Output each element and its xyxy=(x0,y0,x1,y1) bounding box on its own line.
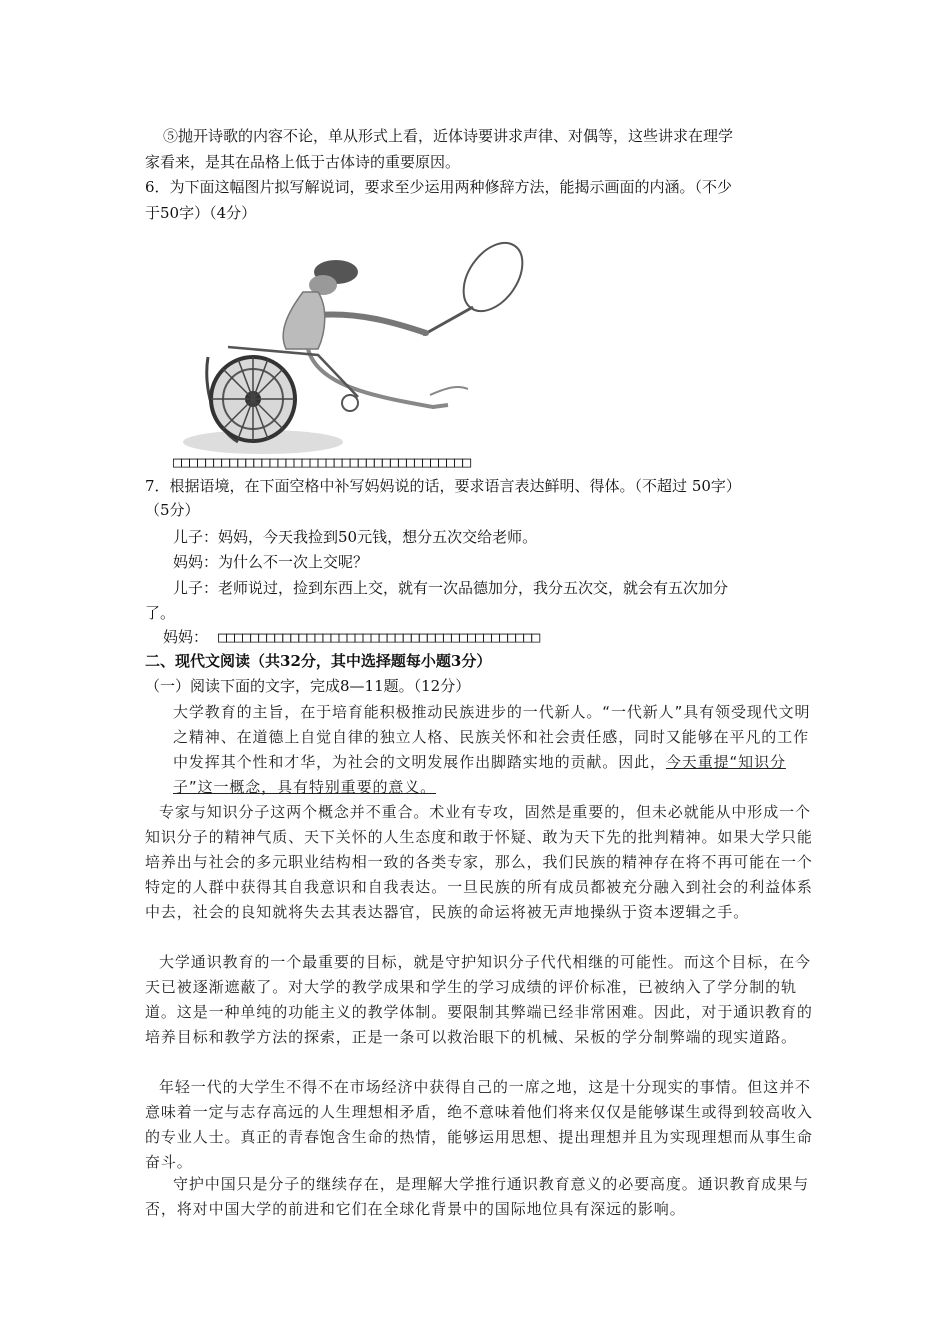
q7-mom-label: 妈妈： xyxy=(163,628,209,646)
q7-prompt-line-1: 7．根据语境，在下面空格中补写妈妈说的话，要求语言表达鲜明、得体。（不超过 50字） xyxy=(145,477,741,495)
essay-paragraph-5 xyxy=(145,1172,813,1222)
essay-p1-underlined: 今天重提“知识分子”这一概念，具有特别重要的意义。 xyxy=(173,753,786,796)
essay-p1-text: 大学教育的主旨，在于培育能积极推动民族进步的一代新人。“一代新人”具有领受现代文明之精神、在道德上自觉自律的独立人格、民族关怀和社会责任感，同时又能够在平凡的工作中发挥其个性和才华，为社会的文明发展作出脚踏实地的贡献。因此， xyxy=(173,703,811,771)
essay-paragraph-1 xyxy=(145,700,813,800)
essay-paragraph-3 xyxy=(145,950,813,1050)
essay-p3-text: 大学通识教育的一个最重要的目标，就是守护知识分子代代相继的可能性。而这个目标，在今天已被逐渐遮蔽了。对大学的教学成果和学生的学习成绩的评价标准，已被纳入了学分制的轨道。这是一种单纯的功能主义的教学体制。要限制其弊端已经非常困难。因此，对于通识教育的培养目标和教学方法的探索，正是一条可以救治眼下的机械、呆板的学分制弊端的现实道路。 xyxy=(145,953,813,1046)
essay-p4-text: 年轻一代的大学生不得不在市场经济中获得自己的一席之地，这是十分现实的事情。但这并不意味着一定与志存高远的人生理想相矛盾，绝不意味着他们将来仅仅是能够谋生或得到较高收入的专业人士。真正的青春饱含生命的热情，能够运用思想、提出理想并且为实现理想而从事生命奋斗。 xyxy=(145,1078,813,1171)
q7-prompt-line-2: （5分） xyxy=(145,501,200,519)
q7-mom-answer-blank[interactable]: □□□□□□□□□□□□□□□□□□□□□□□□□□□□□□□□□□□□□□□□ xyxy=(218,628,540,646)
wheelchair-tennis-illustration xyxy=(168,237,528,467)
essay-paragraph-4 xyxy=(145,1075,813,1175)
essay-paragraph-2 xyxy=(145,800,813,925)
q5-item-line-2: 家看来，是其在品格上低于古体诗的重要原因。 xyxy=(145,153,461,171)
q6-answer-blank[interactable]: □□□□□□□□□□□□□□□□□□□□□□□□□□□□□□□□□□□□□ xyxy=(173,453,471,471)
q7-dialog-mom-1: 妈妈：为什么不一次上交呢？ xyxy=(173,553,369,571)
section-heading: 二、现代文阅读（共32分，其中选择题每小题3分） xyxy=(145,652,492,670)
q7-dialog-son-1: 儿子：妈妈，今天我捡到50元钱，想分五次交给老师。 xyxy=(173,528,538,546)
q7-dialog-son-2: 儿子：老师说过，捡到东西上交，就有一次品德加分，我分五次交，就会有五次加分 xyxy=(173,579,729,597)
q6-prompt-line-2: 于50字）（4分） xyxy=(145,204,257,222)
q5-item-line-1: ⑤抛开诗歌的内容不论，单从形式上看，近体诗要讲求声律、对偶等，这些讲求在理学 xyxy=(163,127,734,145)
q7-dialog-son-2-cont: 了。 xyxy=(145,604,176,622)
essay-p5-text: 守护中国只是分子的继续存在，是理解大学推行通识教育意义的必要高度。通识教育成果与否，将对中国大学的前进和它们在全球化背景中的国际地位具有深远的影响。 xyxy=(145,1175,810,1218)
essay-p2-text: 专家与知识分子这两个概念并不重合。术业有专攻，固然是重要的，但未必就能从中形成一个知识分子的精神气质、天下关怀的人生态度和敢于怀疑、敢为天下先的批判精神。如果大学只能培养出与社会的多元职业结构相一致的各类专家，那么，我们民族的精神存在将不再可能在一个特定的人群中获得其自我意识和自我表达。一旦民族的所有成员都被充分融入到社会的利益体系中去，社会的良知就将失去其表达器官，民族的命运将被无声地操纵于资本逻辑之手。 xyxy=(145,803,813,921)
section-sub-heading: （一）阅读下面的文字，完成8—11题。（12分） xyxy=(145,677,471,695)
q6-prompt-line-1: 6．为下面这幅图片拟写解说词，要求至少运用两种修辞方法，能揭示画面的内涵。（不少 xyxy=(145,178,733,196)
